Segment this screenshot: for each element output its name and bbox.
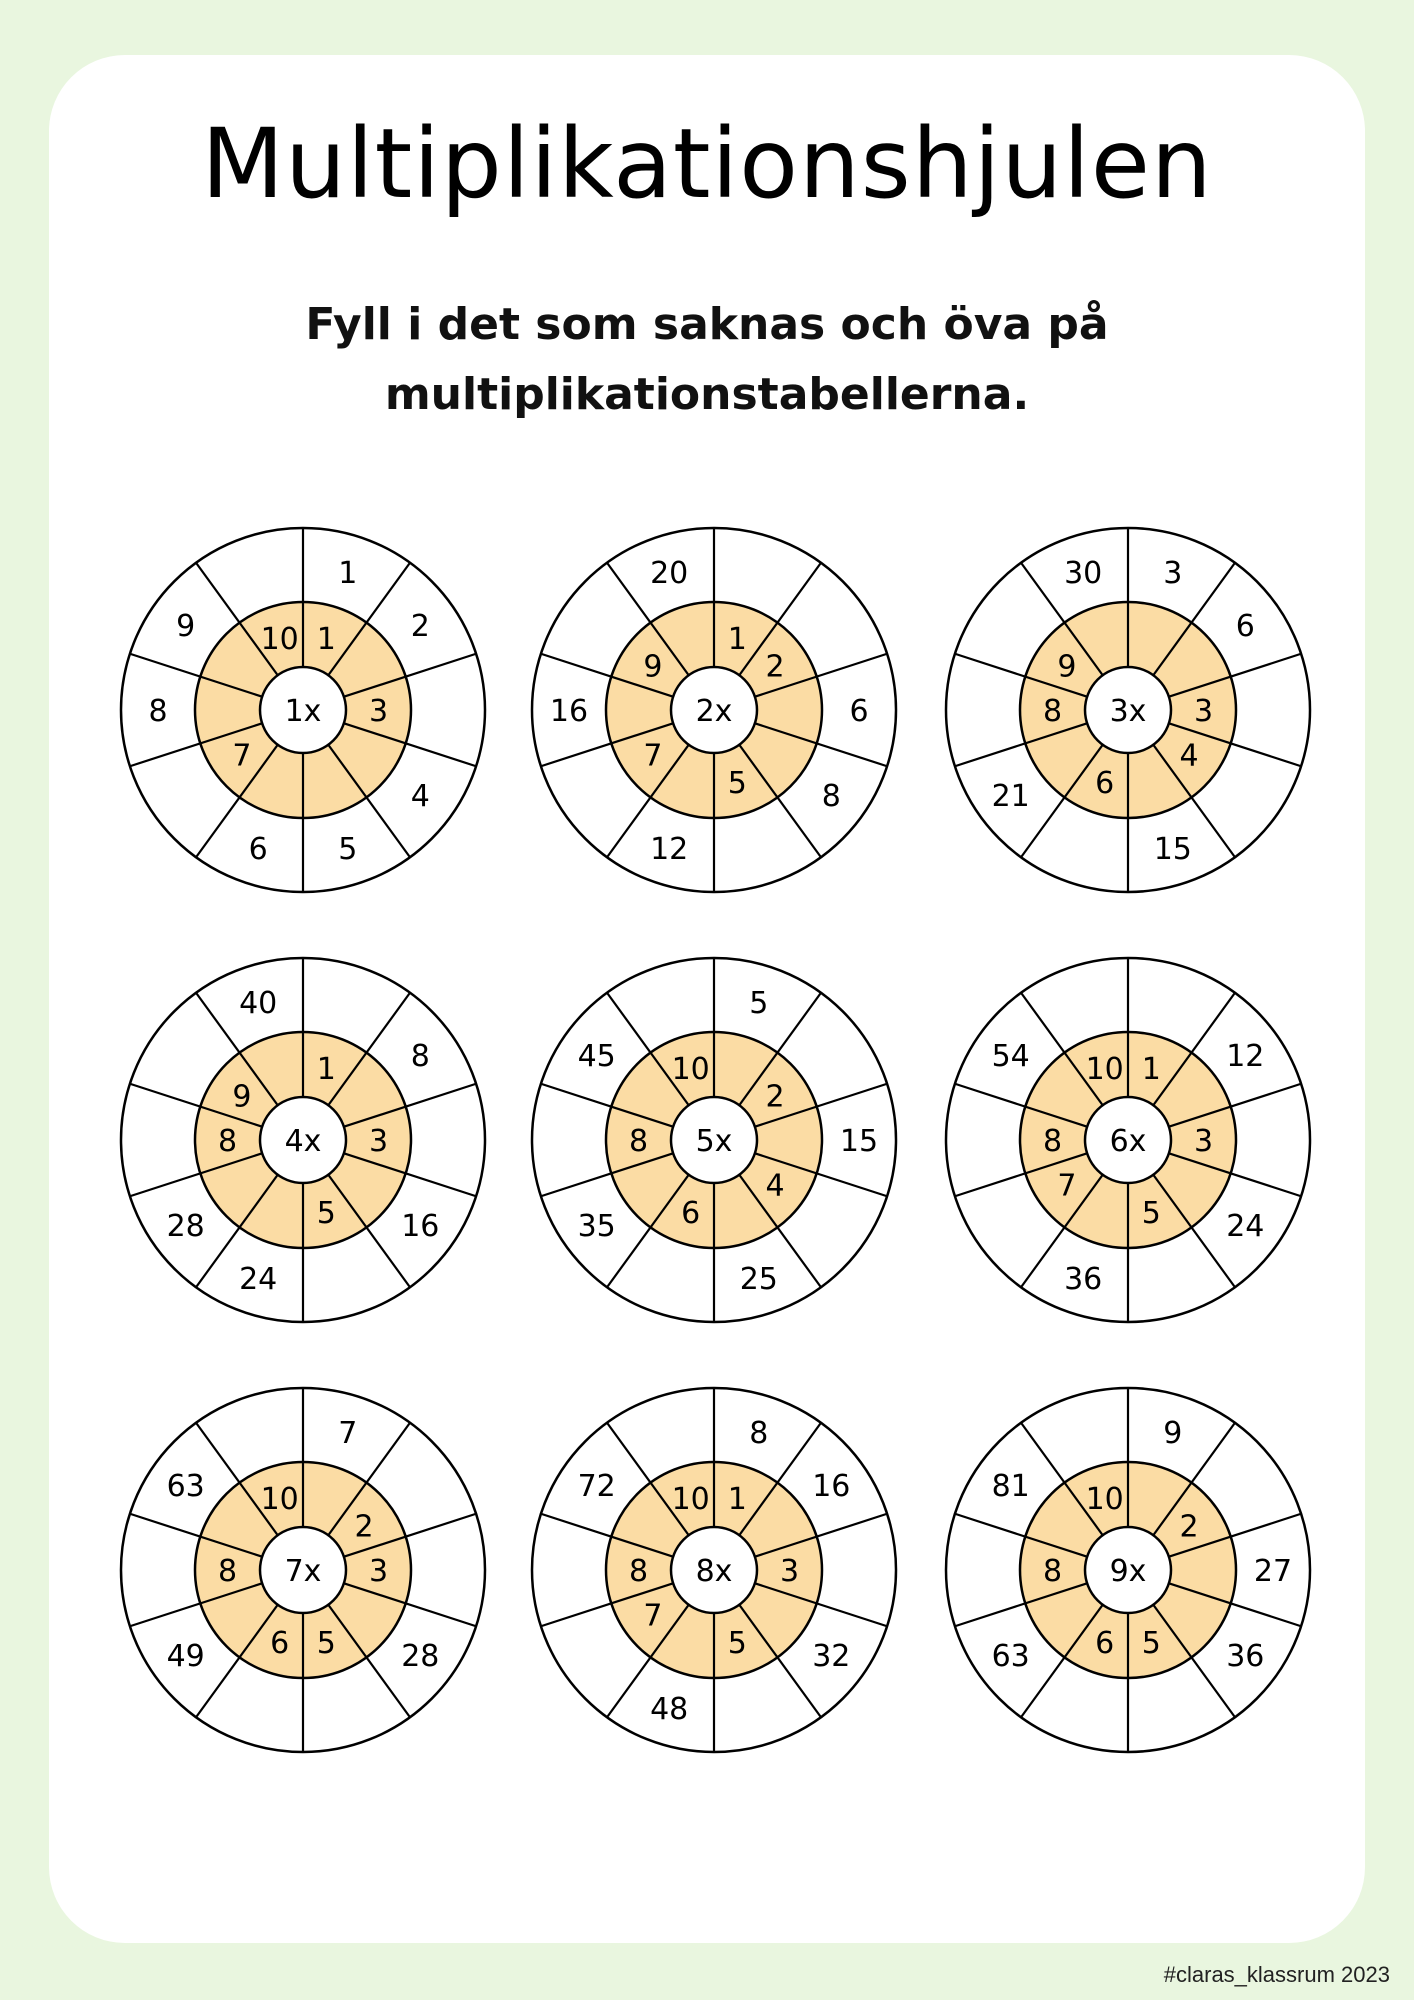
outer-number: 40: [239, 986, 278, 1022]
outer-number: 49: [166, 1639, 205, 1675]
inner-number: 1: [1141, 1052, 1161, 1088]
outer-number: 27: [1253, 1554, 1293, 1589]
outer-number: 54: [991, 1038, 1030, 1074]
inner-number: 3: [779, 1554, 800, 1589]
outer-number: 1: [338, 556, 358, 592]
inner-number: 10: [671, 1052, 710, 1088]
outer-number: 6: [849, 694, 869, 729]
wheel-center-label: 7x: [284, 1554, 322, 1589]
inner-number: 3: [1193, 694, 1214, 729]
inner-number: 10: [260, 622, 299, 658]
outer-number: 81: [991, 1468, 1030, 1504]
inner-number: 8: [1042, 1554, 1063, 1589]
outer-number: 63: [991, 1639, 1030, 1675]
outer-number: 21: [991, 779, 1030, 815]
inner-number: 5: [727, 765, 747, 801]
wheel-center-label: 5x: [695, 1124, 733, 1159]
wheel-8[interactable]: [532, 1388, 896, 1752]
wheel-center-label: 9x: [1109, 1554, 1147, 1589]
inner-number: 2: [1179, 1509, 1199, 1545]
outer-number: 8: [148, 694, 168, 729]
inner-number: 7: [1057, 1168, 1077, 1204]
wheel-9[interactable]: [946, 1388, 1310, 1752]
instructions-line-2: multiplikationstabellerna.: [384, 369, 1030, 420]
outer-number: 63: [166, 1468, 205, 1504]
wheel-center-label: 3x: [1109, 694, 1147, 729]
inner-number: 6: [681, 1195, 701, 1231]
wheel-2[interactable]: [532, 528, 896, 892]
outer-number: 6: [1235, 608, 1255, 644]
outer-number: 9: [176, 608, 196, 644]
outer-number: 15: [1153, 831, 1192, 867]
outer-number: 6: [248, 831, 268, 867]
outer-number: 25: [739, 1261, 778, 1297]
inner-number: 8: [217, 1124, 238, 1159]
inner-number: 1: [316, 622, 336, 658]
inner-number: 4: [765, 1168, 785, 1204]
wheel-center-label: 4x: [284, 1124, 322, 1159]
inner-number: 1: [727, 1482, 747, 1518]
outer-number: 9: [1163, 1416, 1183, 1452]
inner-number: 7: [643, 1598, 663, 1634]
inner-number: 6: [1095, 1625, 1115, 1661]
outer-number: 15: [839, 1124, 879, 1159]
outer-number: 35: [577, 1209, 616, 1245]
outer-number: 16: [812, 1468, 851, 1504]
inner-number: 5: [1141, 1625, 1161, 1661]
outer-number: 5: [338, 831, 358, 867]
outer-number: 24: [239, 1261, 278, 1297]
inner-number: 5: [316, 1625, 336, 1661]
outer-number: 2: [410, 608, 430, 644]
inner-number: 5: [1141, 1195, 1161, 1231]
wheel-center-label: 1x: [284, 694, 322, 729]
outer-number: 4: [410, 779, 430, 815]
inner-number: 2: [765, 649, 785, 685]
wheel-7[interactable]: [121, 1388, 485, 1752]
outer-number: 12: [1226, 1038, 1265, 1074]
inner-number: 10: [671, 1482, 710, 1518]
inner-number: 7: [643, 738, 663, 774]
wheel-3[interactable]: [946, 528, 1310, 892]
outer-number: 45: [577, 1038, 616, 1074]
inner-number: 6: [1095, 765, 1115, 801]
outer-number: 24: [1226, 1209, 1265, 1245]
inner-number: 8: [217, 1554, 238, 1589]
outer-number: 16: [401, 1209, 440, 1245]
inner-number: 8: [1042, 1124, 1063, 1159]
outer-number: 36: [1064, 1261, 1103, 1297]
outer-number: 36: [1226, 1639, 1265, 1675]
inner-number: 9: [643, 649, 663, 685]
inner-number: 2: [765, 1079, 785, 1115]
outer-number: 72: [577, 1468, 616, 1504]
inner-number: 1: [727, 622, 747, 658]
inner-number: 10: [1085, 1052, 1124, 1088]
outer-number: 48: [650, 1691, 689, 1727]
wheel-1[interactable]: [121, 528, 485, 892]
inner-number: 10: [1085, 1482, 1124, 1518]
outer-number: 20: [650, 556, 689, 592]
outer-number: 32: [812, 1639, 851, 1675]
wheel-6[interactable]: [946, 958, 1310, 1322]
outer-number: 16: [549, 694, 589, 729]
inner-number: 9: [1057, 649, 1077, 685]
wheel-5[interactable]: [532, 958, 896, 1322]
outer-number: 12: [650, 831, 689, 867]
inner-number: 10: [260, 1482, 299, 1518]
inner-number: 5: [316, 1195, 336, 1231]
wheel-center-label: 2x: [695, 694, 733, 729]
outer-number: 3: [1163, 556, 1183, 592]
wheel-center-label: 6x: [1109, 1124, 1147, 1159]
outer-number: 8: [821, 779, 841, 815]
outer-number: 8: [410, 1038, 430, 1074]
inner-number: 8: [628, 1124, 649, 1159]
page-title: Multiplikationshjulen: [201, 108, 1213, 220]
inner-number: 3: [368, 694, 389, 729]
inner-number: 9: [232, 1079, 252, 1115]
outer-number: 7: [338, 1416, 358, 1452]
inner-number: 2: [354, 1509, 374, 1545]
footer-hashtag: #claras_klassrum 2023: [1163, 1962, 1390, 1987]
outer-number: 5: [749, 986, 769, 1022]
inner-number: 8: [628, 1554, 649, 1589]
wheel-center-label: 8x: [695, 1554, 733, 1589]
outer-number: 8: [749, 1416, 769, 1452]
inner-number: 6: [270, 1625, 290, 1661]
inner-number: 3: [368, 1554, 389, 1589]
instructions-line-1: Fyll i det som saknas och öva på: [305, 299, 1109, 350]
inner-number: 7: [232, 738, 252, 774]
inner-number: 5: [727, 1625, 747, 1661]
inner-number: 3: [368, 1124, 389, 1159]
inner-number: 3: [1193, 1124, 1214, 1159]
outer-number: 28: [166, 1209, 205, 1245]
inner-number: 1: [316, 1052, 336, 1088]
inner-number: 4: [1179, 738, 1199, 774]
wheel-4[interactable]: [121, 958, 485, 1322]
inner-number: 8: [1042, 694, 1063, 729]
outer-number: 30: [1064, 556, 1103, 592]
outer-number: 28: [401, 1639, 440, 1675]
